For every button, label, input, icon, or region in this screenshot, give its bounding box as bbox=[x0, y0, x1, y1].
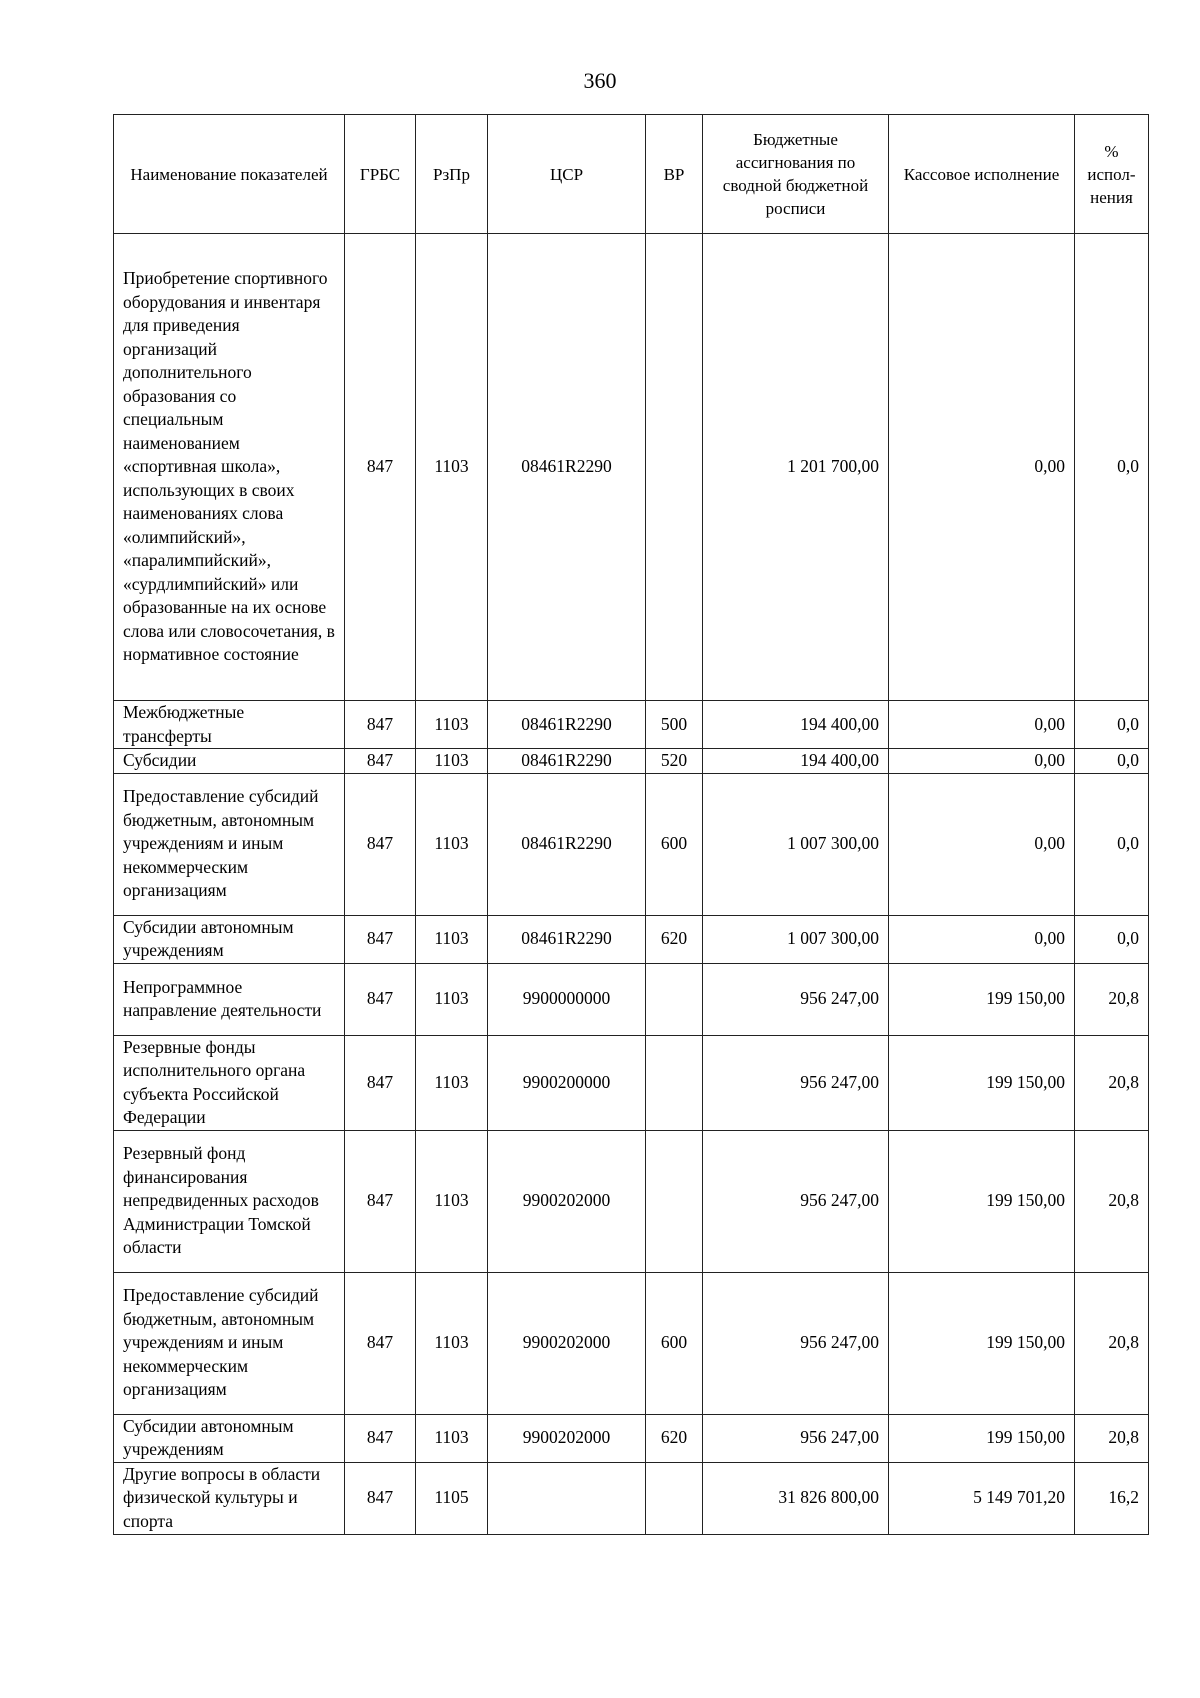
row-cash: 0,00 bbox=[889, 701, 1075, 749]
row-csr: 9900000000 bbox=[488, 963, 646, 1035]
row-cash: 0,00 bbox=[889, 749, 1075, 774]
row-vr: 620 bbox=[646, 915, 703, 963]
row-vr bbox=[646, 1035, 703, 1130]
row-csr: 9900200000 bbox=[488, 1035, 646, 1130]
row-vr: 600 bbox=[646, 1272, 703, 1414]
row-vr: 620 bbox=[646, 1414, 703, 1462]
row-grbs: 847 bbox=[345, 963, 416, 1035]
table-row bbox=[114, 749, 1149, 774]
row-vr bbox=[646, 1130, 703, 1272]
row-vr bbox=[646, 234, 703, 701]
row-percent: 20,8 bbox=[1075, 1035, 1149, 1130]
row-csr: 9900202000 bbox=[488, 1130, 646, 1272]
header-name: Наименование показателей bbox=[114, 115, 345, 234]
row-budget: 194 400,00 bbox=[703, 749, 889, 774]
header-percent: % испол-нения bbox=[1075, 115, 1149, 234]
table-row bbox=[114, 1035, 1149, 1130]
header-csr: ЦСР bbox=[488, 115, 646, 234]
row-budget: 956 247,00 bbox=[703, 1130, 889, 1272]
page-number: 360 bbox=[583, 68, 617, 93]
header-grbs: ГРБС bbox=[345, 115, 416, 234]
table-row bbox=[114, 1462, 1149, 1534]
row-budget: 956 247,00 bbox=[703, 1414, 889, 1462]
row-csr bbox=[488, 1462, 646, 1534]
row-grbs: 847 bbox=[345, 1035, 416, 1130]
row-rzpr: 1103 bbox=[416, 1272, 488, 1414]
header-budget: Бюджетные ассигнования по сводной бюджетной росписи bbox=[703, 115, 889, 234]
row-percent: 20,8 bbox=[1075, 1414, 1149, 1462]
row-name: Субсидии автономным учреждениям bbox=[114, 1414, 345, 1462]
row-percent: 0,0 bbox=[1075, 773, 1149, 915]
row-percent: 0,0 bbox=[1075, 234, 1149, 701]
table-row bbox=[114, 234, 1149, 701]
row-csr: 9900202000 bbox=[488, 1414, 646, 1462]
row-grbs: 847 bbox=[345, 1272, 416, 1414]
row-rzpr: 1103 bbox=[416, 773, 488, 915]
row-budget: 31 826 800,00 bbox=[703, 1462, 889, 1534]
table-row bbox=[114, 1272, 1149, 1414]
row-rzpr: 1103 bbox=[416, 1130, 488, 1272]
row-name: Субсидии автономным учреждениям bbox=[114, 915, 345, 963]
row-percent: 20,8 bbox=[1075, 963, 1149, 1035]
row-csr: 08461R2290 bbox=[488, 773, 646, 915]
row-budget: 956 247,00 bbox=[703, 1272, 889, 1414]
row-csr: 9900202000 bbox=[488, 1272, 646, 1414]
row-grbs: 847 bbox=[345, 1462, 416, 1534]
row-rzpr: 1103 bbox=[416, 963, 488, 1035]
header-row bbox=[114, 115, 1149, 234]
row-percent: 20,8 bbox=[1075, 1130, 1149, 1272]
row-cash: 0,00 bbox=[889, 234, 1075, 701]
row-csr: 08461R2290 bbox=[488, 749, 646, 774]
header-rzpr: РзПр bbox=[416, 115, 488, 234]
row-rzpr: 1103 bbox=[416, 234, 488, 701]
row-cash: 0,00 bbox=[889, 915, 1075, 963]
row-vr bbox=[646, 963, 703, 1035]
row-name: Резервные фонды исполнительного органа субъекта Российской Федерации bbox=[114, 1035, 345, 1130]
budget-table bbox=[113, 114, 1149, 1535]
table-row bbox=[114, 701, 1149, 749]
row-vr: 500 bbox=[646, 701, 703, 749]
row-percent: 0,0 bbox=[1075, 701, 1149, 749]
row-rzpr: 1105 bbox=[416, 1462, 488, 1534]
row-name: Резервный фонд финансирования непредвиденных расходов Администрации Томской области bbox=[114, 1130, 345, 1272]
row-budget: 1 201 700,00 bbox=[703, 234, 889, 701]
row-name: Приобретение спортивного оборудования и инвентаря для приведения организаций дополнительного образования со специальным наименованием «спортивная школа», использующих в своих наименованиях слова «олимпийский», «паралимпийский», «сурдлимпийский» или образованные на их основе слова или словосочетания, в нормативное состояние bbox=[114, 234, 345, 701]
table-row bbox=[114, 963, 1149, 1035]
row-cash: 199 150,00 bbox=[889, 1035, 1075, 1130]
row-vr: 520 bbox=[646, 749, 703, 774]
row-rzpr: 1103 bbox=[416, 915, 488, 963]
row-percent: 0,0 bbox=[1075, 749, 1149, 774]
row-percent: 0,0 bbox=[1075, 915, 1149, 963]
row-csr: 08461R2290 bbox=[488, 234, 646, 701]
row-rzpr: 1103 bbox=[416, 749, 488, 774]
row-name: Другие вопросы в области физической культуры и спорта bbox=[114, 1462, 345, 1534]
header-vr: ВР bbox=[646, 115, 703, 234]
row-cash: 199 150,00 bbox=[889, 1130, 1075, 1272]
row-rzpr: 1103 bbox=[416, 1035, 488, 1130]
row-name: Субсидии bbox=[114, 749, 345, 774]
row-csr: 08461R2290 bbox=[488, 915, 646, 963]
table-row bbox=[114, 1130, 1149, 1272]
row-grbs: 847 bbox=[345, 773, 416, 915]
row-budget: 1 007 300,00 bbox=[703, 915, 889, 963]
row-name: Непрограммное направление деятельности bbox=[114, 963, 345, 1035]
row-rzpr: 1103 bbox=[416, 701, 488, 749]
table-row bbox=[114, 915, 1149, 963]
row-name: Межбюджетные трансферты bbox=[114, 701, 345, 749]
table-row bbox=[114, 1414, 1149, 1462]
row-cash: 0,00 bbox=[889, 773, 1075, 915]
row-grbs: 847 bbox=[345, 749, 416, 774]
row-percent: 20,8 bbox=[1075, 1272, 1149, 1414]
row-grbs: 847 bbox=[345, 234, 416, 701]
row-cash: 5 149 701,20 bbox=[889, 1462, 1075, 1534]
row-budget: 1 007 300,00 bbox=[703, 773, 889, 915]
row-budget: 956 247,00 bbox=[703, 1035, 889, 1130]
row-cash: 199 150,00 bbox=[889, 1272, 1075, 1414]
row-vr: 600 bbox=[646, 773, 703, 915]
row-cash: 199 150,00 bbox=[889, 963, 1075, 1035]
row-grbs: 847 bbox=[345, 1414, 416, 1462]
row-csr: 08461R2290 bbox=[488, 701, 646, 749]
row-budget: 194 400,00 bbox=[703, 701, 889, 749]
table-row bbox=[114, 773, 1149, 915]
row-cash: 199 150,00 bbox=[889, 1414, 1075, 1462]
row-rzpr: 1103 bbox=[416, 1414, 488, 1462]
row-vr bbox=[646, 1462, 703, 1534]
row-grbs: 847 bbox=[345, 1130, 416, 1272]
row-grbs: 847 bbox=[345, 915, 416, 963]
row-name: Предоставление субсидий бюджетным, автономным учреждениям и иным некоммерческим организациям bbox=[114, 1272, 345, 1414]
header-cash: Кассовое исполнение bbox=[889, 115, 1075, 234]
row-grbs: 847 bbox=[345, 701, 416, 749]
row-budget: 956 247,00 bbox=[703, 963, 889, 1035]
row-percent: 16,2 bbox=[1075, 1462, 1149, 1534]
row-name: Предоставление субсидий бюджетным, автономным учреждениям и иным некоммерческим организациям bbox=[114, 773, 345, 915]
